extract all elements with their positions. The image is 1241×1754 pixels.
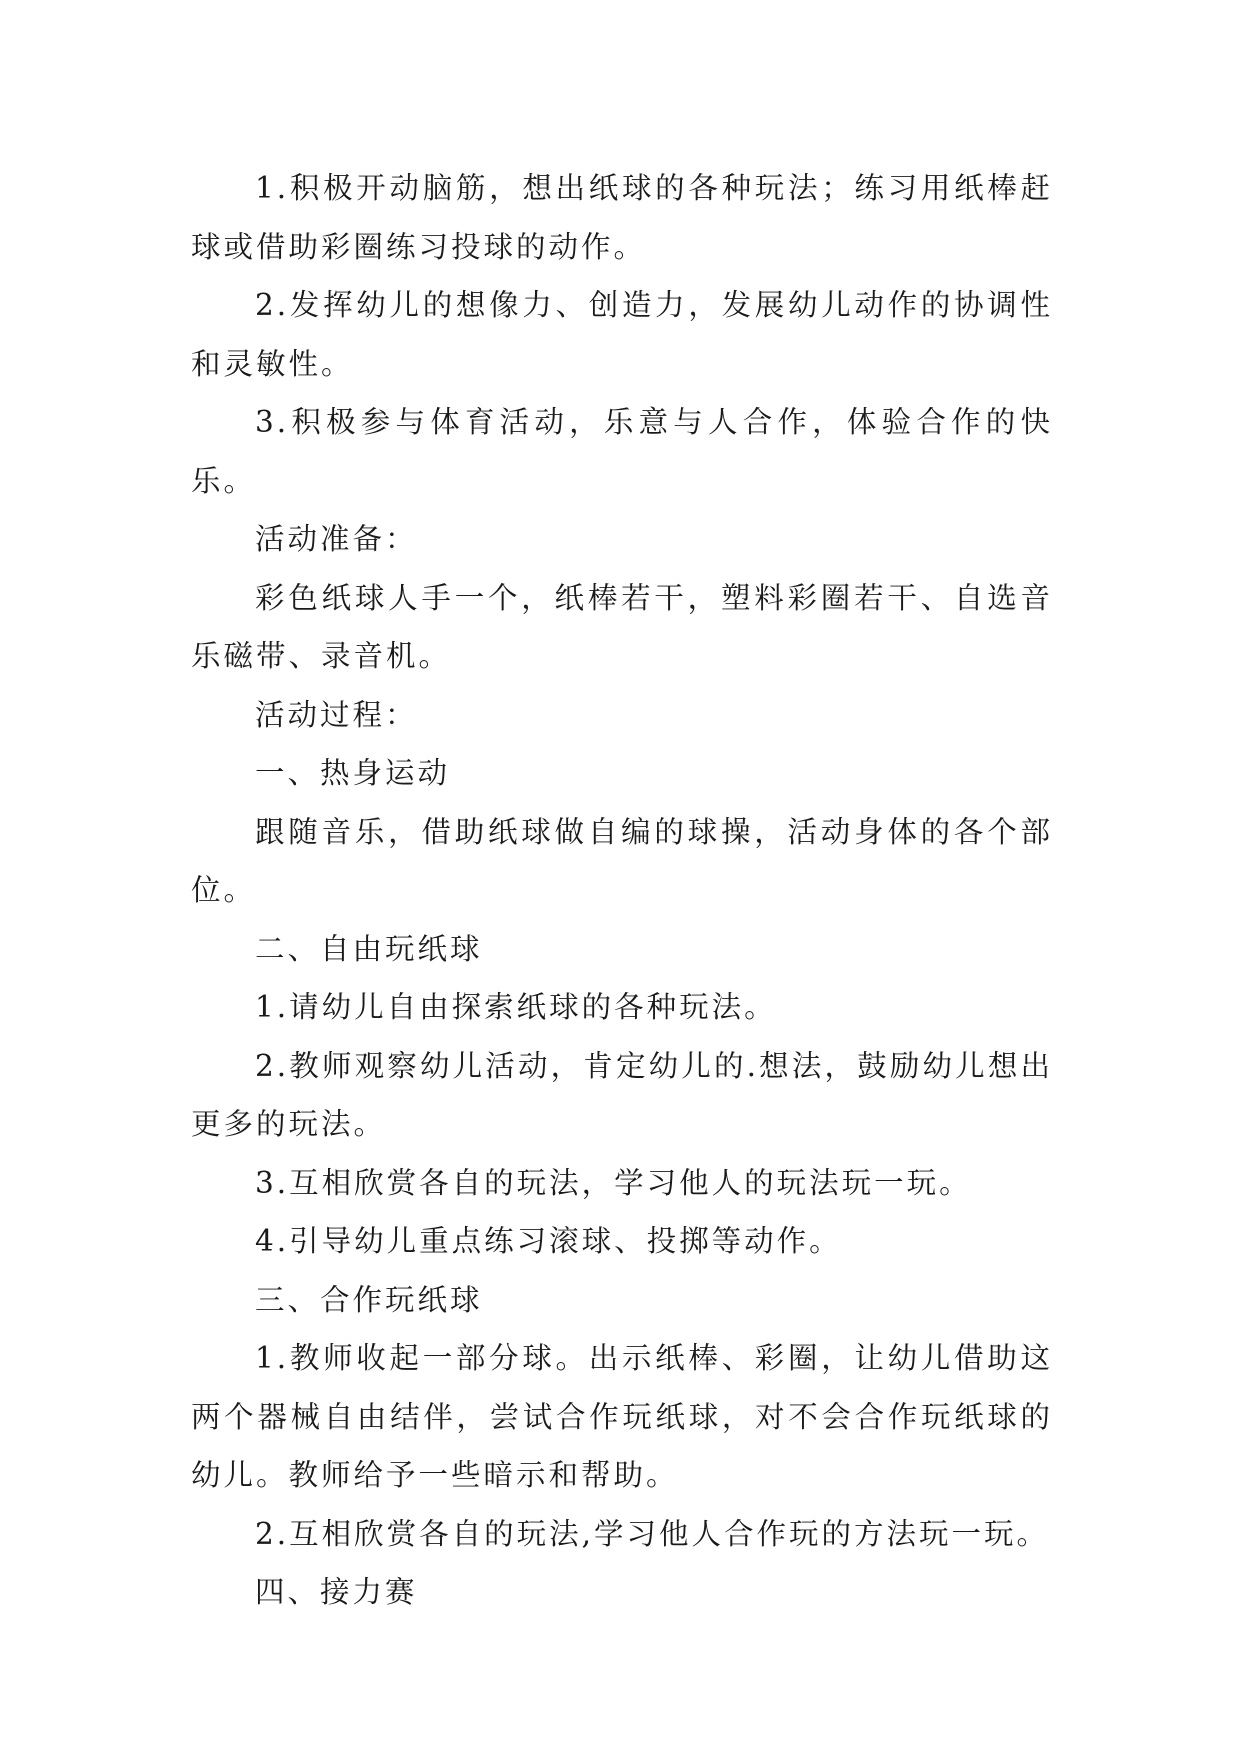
heading-cooperative-play: 三、合作玩纸球 bbox=[255, 1282, 483, 1317]
paragraph-free-play-2: 2.教师观察幼儿活动，肯定幼儿的.想法，鼓励幼儿想出更多的玩法。 bbox=[191, 1048, 1053, 1141]
document-body bbox=[191, 159, 1053, 1622]
paragraph-free-play-1: 1.请幼儿自由探索纸球的各种玩法。 bbox=[255, 990, 777, 1024]
paragraph-warmup: 跟随音乐，借助纸球做自编的球操，活动身体的各个部位。 bbox=[191, 814, 1053, 907]
paragraph-goal-1: 1.积极开动脑筋，想出纸球的各种玩法；练习用纸棒赶球或借助彩圈练习投球的动作。 bbox=[191, 171, 1053, 264]
paragraph-cooperative-2: 2.互相欣赏各自的玩法,学习他人合作玩的方法玩一玩。 bbox=[255, 1516, 1050, 1551]
paragraph-materials: 彩色纸球人手一个，纸棒若干，塑料彩圈若干、自选音乐磁带、录音机。 bbox=[191, 580, 1053, 673]
heading-warmup: 一、热身运动 bbox=[255, 756, 451, 790]
paragraph-free-play-4: 4.引导幼儿重点练习滚球、投掷等动作。 bbox=[255, 1224, 842, 1258]
paragraph-cooperative-1: 1.教师收起一部分球。出示纸棒、彩圈，让幼儿借助这两个器械自由结伴，尝试合作玩纸球，对不会合作玩纸球的幼儿。教师给予一些暗示和帮助。 bbox=[191, 1341, 1053, 1492]
heading-process: 活动过程： bbox=[255, 697, 418, 732]
heading-free-play: 二、自由玩纸球 bbox=[255, 931, 483, 966]
heading-preparation: 活动准备： bbox=[255, 522, 418, 556]
paragraph-goal-3: 3.积极参与体育活动，乐意与人合作，体验合作的快乐。 bbox=[191, 405, 1053, 498]
heading-relay-race: 四、接力赛 bbox=[255, 1575, 418, 1609]
paragraph-goal-2: 2.发挥幼儿的想像力、创造力，发展幼儿动作的协调性和灵敏性。 bbox=[191, 288, 1053, 381]
paragraph-free-play-3: 3.互相欣赏各自的玩法，学习他人的玩法玩一玩。 bbox=[255, 1165, 972, 1200]
